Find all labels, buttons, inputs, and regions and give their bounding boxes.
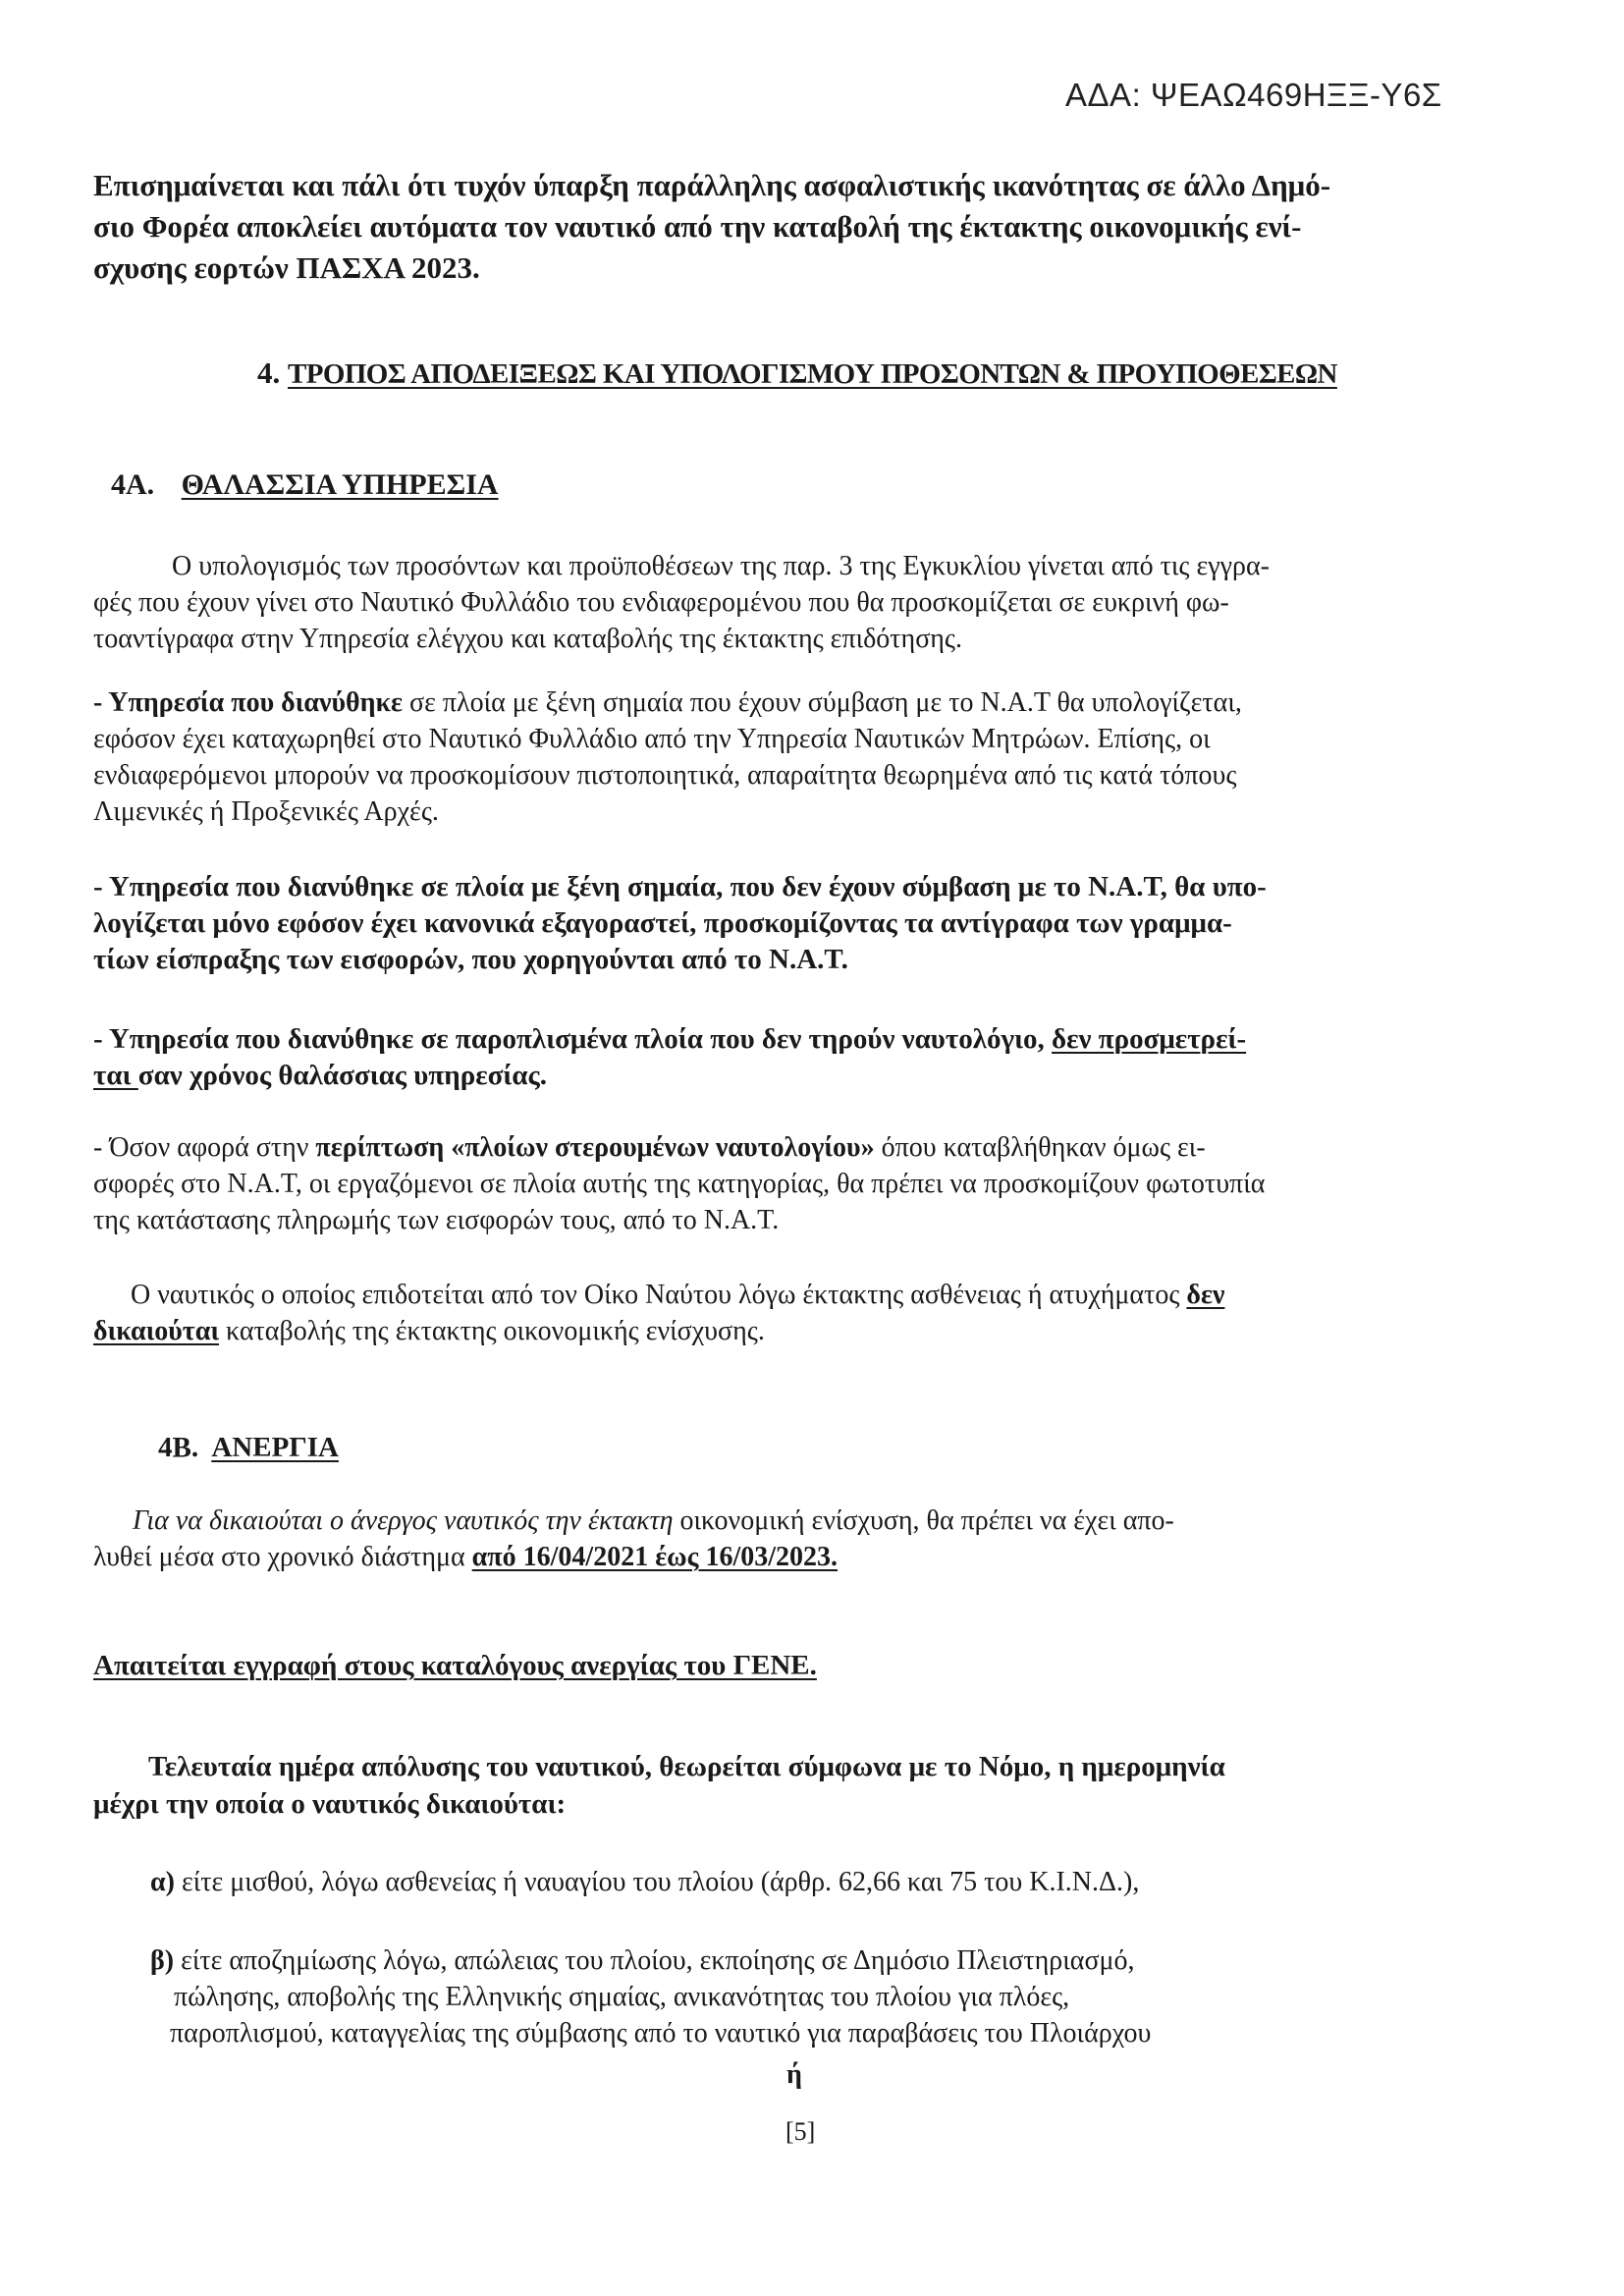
paragraph-text: καταβολής της έκτακτης οικονομικής ενίσχυσης. (219, 1316, 765, 1346)
section-4-heading (257, 355, 1337, 391)
page-number: [5] (785, 2117, 816, 2146)
paragraph-bold-text: περίπτωση «πλοίων στερουμένων ναυτολογίου» (315, 1132, 875, 1163)
section-4a-paragraph-2 (93, 684, 1242, 830)
intro-line: Επισημαίνεται και πάλι ότι τυχόν ύπαρξη παράλληλης ασφαλιστικής ικανότητας σε άλλο Δημό- (93, 168, 1331, 202)
section-4b-heading (158, 1432, 339, 1464)
section-4a-paragraph-3 (93, 869, 1267, 978)
paragraph-text: σαν χρόνος θαλάσσιας υπηρεσίας. (137, 1060, 548, 1091)
section-4b-paragraph-1 (93, 1503, 1174, 1575)
list-item-text: πώλησης, αποβολής της Ελληνικής σημαίας, ανικανότητας του πλοίου για πλόες, (174, 1982, 1070, 2012)
paragraph-text: - Όσον αφορά στην (93, 1132, 316, 1163)
section-4b-number: 4Β. (158, 1432, 199, 1463)
ada-code: ΑΔΑ: ΨΕΑΩ469ΗΞΞ-Υ6Σ (1065, 77, 1442, 113)
underlined-bold-text: δεν (1186, 1280, 1225, 1310)
paragraph-line: μέχρι την οποία ο ναυτικός δικαιούται: (93, 1788, 567, 1820)
list-item-b (150, 1942, 1151, 2051)
or-connector: ή (786, 2059, 802, 2090)
paragraph-line: Λιμενικές ή Προξενικές Αρχές. (93, 796, 439, 827)
paragraph-line: λογίζεται μόνο εφόσον έχει κανονικά εξαγοραστεί, προσκομίζοντας τα αντίγραφα των γραμμα- (93, 907, 1232, 939)
section-4a-paragraph-5 (93, 1129, 1265, 1238)
underlined-text: ται (93, 1060, 138, 1091)
paragraph-line: εφόσον έχει καταχωρηθεί στο Ναυτικό Φυλλάδιο από την Υπηρεσία Ναυτικών Μητρώων. Επίσης, οι (93, 724, 1211, 754)
section-4b-paragraph-2 (93, 1748, 1225, 1823)
paragraph-bold-lead: - Υπηρεσία που διανύθηκε (93, 687, 404, 718)
paragraph-line: Ο υπολογισμός των προσόντων και προϋποθέσεων της παρ. 3 της Εγκυκλίου γίνεται από τις εγγρα- (172, 551, 1270, 581)
section-4a-title: ΘΑΛΑΣΣΙΑ ΥΠΗΡΕΣΙΑ (181, 468, 499, 501)
underlined-text: δεν προσμετρεί- (1052, 1023, 1247, 1055)
paragraph-text: οικονομική ενίσχυση, θα πρέπει να έχει απο- (673, 1505, 1174, 1536)
intro-line: σιο Φορέα αποκλείει αυτόματα τον ναυτικό από την καταβολή της έκτακτης οικονομικής ενί- (93, 209, 1302, 244)
section-4a-paragraph-6 (93, 1277, 1224, 1349)
section-4a-paragraph-4 (93, 1021, 1246, 1094)
section-4-title: ΤΡΟΠΟΣ ΑΠΟΔΕΙΞΕΩΣ ΚΑΙ ΥΠΟΛΟΓΙΣΜΟΥ ΠΡΟΣΟΝΤΩΝ & ΠΡΟΥΠΟΘΕΣΕΩΝ (288, 358, 1337, 390)
gene-registration-requirement: Απαιτείται εγγραφή στους καταλόγους ανεργίας του ΓΕΝΕ. (93, 1650, 817, 1681)
paragraph-line: της κατάστασης πληρωμής των εισφορών τους, από το Ν.Α.Τ. (93, 1205, 780, 1235)
list-item-label: α) (150, 1867, 175, 1897)
list-item-text: είτε αποζημίωσης λόγω, απώλειας του πλοίου, εκποίησης σε Δημόσιο Πλειστηριασμό, (174, 1945, 1135, 1976)
section-4b-title: ΑΝΕΡΓΙΑ (211, 1432, 339, 1463)
date-range: από 16/04/2021 έως 16/03/2023. (471, 1542, 838, 1572)
section-4-number: 4. (257, 355, 281, 390)
paragraph-text: Ο ναυτικός ο οποίος επιδοτείται από τον Οίκο Ναύτου λόγω έκτακτης ασθένειας ή ατυχήματος (131, 1280, 1187, 1310)
list-item-a (150, 1864, 1139, 1900)
section-4a-paragraph-1 (93, 548, 1270, 657)
paragraph-line: τοαντίγραφα στην Υπηρεσία ελέγχου και καταβολής της έκτακτης επιδότησης. (93, 624, 963, 654)
paragraph-line: ενδιαφερόμενοι μπορούν να προσκομίσουν πιστοποιητικά, απαραίτητα θεωρημένα από τις κατά τόπους (93, 760, 1237, 791)
paragraph-line: - Υπηρεσία που διανύθηκε σε πλοία με ξένη σημαία, που δεν έχουν σύμβαση με το Ν.Α.Τ, θα υπο- (93, 871, 1267, 902)
paragraph-line: Τελευταία ημέρα απόλυσης του ναυτικού, θεωρείται σύμφωνα με το Νόμο, η ημερομηνία (148, 1751, 1225, 1782)
list-item-text: παροπλισμού, καταγγελίας της σύμβασης από το ναυτικό για παραβάσεις του Πλοιάρχου (170, 2018, 1152, 2049)
paragraph-text: - Υπηρεσία που διανύθηκε σε παροπλισμένα πλοία που δεν τηρούν ναυτολόγιο, (93, 1023, 1053, 1055)
paragraph-italic-text: Για να δικαιούται ο άνεργος ναυτικός την έκτακτη (133, 1505, 674, 1536)
list-item-label: β) (150, 1945, 175, 1976)
underlined-bold-text: δικαιούται (93, 1316, 220, 1346)
list-item-text: είτε μισθού, λόγω ασθενείας ή ναυαγίου του πλοίου (άρθρ. 62,66 και 75 του Κ.Ι.Ν.Δ.), (174, 1867, 1140, 1897)
section-4a-number: 4Α. (111, 468, 155, 501)
paragraph-text: λυθεί μέσα στο χρονικό διάστημα (93, 1542, 472, 1572)
paragraph-line: τίων είσπραξης των εισφορών, που χορηγούνται από το Ν.Α.Τ. (93, 944, 848, 975)
intro-line: σχυσης εορτών ΠΑΣΧΑ 2023. (93, 250, 480, 285)
paragraph-text: όπου καταβλήθηκαν όμως ει- (874, 1132, 1206, 1163)
paragraph-text: σε πλοία με ξένη σημαία που έχουν σύμβαση με το Ν.Α.Τ θα υπολογίζεται, (403, 687, 1242, 718)
intro-paragraph (93, 165, 1330, 289)
paragraph-line: φές που έχουν γίνει στο Ναυτικό Φυλλάδιο του ενδιαφερομένου που θα προσκομίζεται σε ευκρινή φω- (93, 587, 1229, 618)
section-4a-heading (111, 468, 499, 502)
paragraph-line: σφορές στο Ν.Α.Τ, οι εργαζόμενοι σε πλοία αυτής της κατηγορίας, θα πρέπει να προσκομίζουν φωτοτυπία (93, 1169, 1266, 1199)
